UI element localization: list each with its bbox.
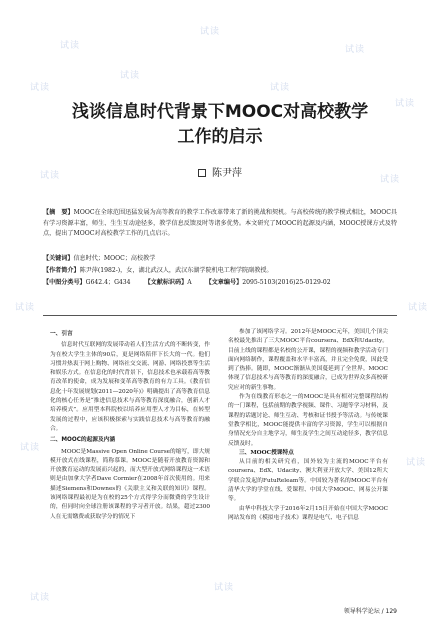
clc-label: 【中图分类号】 [43, 279, 86, 286]
paragraph: 从目前的相关研究看，国外较为主流的MOOC平台有coursera、EdX、Udacity、澳大利亚开放大学、美国12所大学联合发起的FutuReleam等。中国较为著名的MOOC平台有清华大学的学堂在线、爱课程、中国大学MOOC、网易公开课等。 [228, 459, 388, 503]
left-column [50, 328, 210, 522]
keywords [43, 254, 397, 264]
watermark-text: 试读 [270, 83, 291, 93]
article-title [30, 100, 410, 150]
author-name: 陈尹萍 [212, 168, 242, 179]
paragraph: MOOC是Massive Open Online Course的缩写，即大规模开放式在线课程，简称慕课。MOOC是随着开放教育资源和开放教育运动的发展而兴起的，而大型开放式网络课程这一术语则是由加拿大学者Dave Cormier在2008年首次使用的。用来描述Siemens和Downes的《关联主义和关联的知识》课程。该网络课程最初是为在校的25个方式得学分而微费的学生设计的，但同时向全球注册该课程的学习者开放。结果，超过2300人在无需缴费或获取学分的情况下 [50, 448, 210, 520]
title-line-2: 工作的启示 [177, 127, 263, 147]
keywords-text: 信息时代；MOOC；高校教学 [73, 255, 156, 262]
watermark-text: 试读 [395, 99, 416, 109]
right-column [228, 328, 388, 523]
author-intro-label: 【作者简介】 [43, 267, 80, 274]
page-footer: 领导科学论坛 / 129 [343, 608, 397, 615]
square-icon [198, 169, 206, 177]
watermark-text: 试读 [20, 443, 41, 453]
watermark-text: 试读 [30, 593, 51, 603]
section-heading-1: 一、引言 [50, 331, 73, 337]
watermark-text: 试读 [408, 303, 429, 313]
paragraph: 由华中科技大学于2016年2月15日开始在中国大学MOOC网站发布的《模拟电子技术》课程是电气、电子信息 [228, 505, 388, 521]
doc-code-value: A [187, 279, 192, 286]
watermark-text: 试读 [15, 303, 36, 313]
watermark-text: 试读 [120, 71, 141, 81]
author-intro [43, 266, 397, 276]
article-number-value: 2095-5103(2016)25-0129-02 [242, 279, 331, 286]
watermark-text: 试读 [60, 41, 81, 51]
abstract-text: MOOC在全球范围迅猛发展为高等教育的教学工作改革带来了新的挑战和契机。与高校传统的教学模式相比，MOOC具有学习资源丰富，师生、生生互动途径多，教学信息反馈及时等诸多优势。本文研究了MOOC的起源及内涵，MOOC授课方式及特点，提出了MOOC对高校教学工作的几点启示。 [43, 209, 397, 237]
paragraph: 作为在线教育形态之一的MOOC是具有相对完整课程结构的一门课程，包括前期的教学视频、课件、习题等学习材料，及课程的话题讨论、师生互动、考核和证书授予等活动。与传统课堂教学相比，MOOC能提供丰富的学习资源，学生可以根据自身情况充分自主地学习，师生及学生之间互动途径多，教学信息反馈及时。 [228, 394, 388, 447]
title-line-1: 浅谈信息时代背景下MOOC对高校教学 [71, 102, 369, 122]
section-heading-3: 三、MOOC授课特点 [239, 449, 294, 456]
watermark-text: 试读 [345, 45, 366, 55]
watermark-text: 试读 [380, 175, 401, 185]
watermark-text: 试读 [40, 171, 61, 181]
article-number-label: 【文章编号】 [205, 279, 243, 286]
paragraph: 参加了该网络学习。2012年是MOOC元年，美国几个顶尖名校最先推出了三大MOOC平台coursera、EdX和Udacity。目前上线的课程都是名校的公开课，课程的视频和教学活动专门面向网络制作，课程覆盖和水平丰富高，并且完全免费，因此受到了热捧。随即，MOOC渐渐从美国蔓延到了全世界。MOOC体现了信息技术与高等教育的深度融合，已成为世界众多高校研究应对的新生事物。 [228, 329, 388, 391]
paragraph: 信息时代互联网的发展带动着人们生活方式的不断转变，作为在校大学生主体的90后，更是网络陪伴下长大的一代。他们习惯并热衷于网上购物、网络社交交流、网游、网络投票等生活和娱乐方式。在信息化的时代背景下，信息技术也承载着高等教育改革的使命，成为发展和变革高等教育的有力工具。《教育信息化十年发展规划(2011—2020年)》明确提出了高等教育信息化的核心任务是“推进信息技术与高等教育深度融合，创新人才培养模式”。应用型本科院校以培养应用型人才为目标，在转型发展的过程中，应该积极探索与实践信息技术与高等教育的融合。 [50, 342, 210, 432]
watermark-text: 试读 [30, 83, 51, 93]
keywords-label: 【关键词】 [43, 255, 74, 262]
divider [43, 315, 397, 316]
watermark-text: 试读 [214, 583, 235, 593]
watermark-text: 试读 [406, 458, 427, 468]
author-intro-text: 陈尹萍(1982-)，女，湖北武汉人，武汉东湖学院机电工程学院副教授。 [79, 267, 273, 274]
watermark-text: 试读 [200, 27, 221, 37]
section-heading-2: 二、MOOC的起源及内涵 [50, 437, 116, 444]
clc-value: G642.4；G434 [85, 279, 131, 286]
classification-line [43, 278, 397, 288]
abstract-label: 【摘 要】 [43, 209, 74, 216]
author-line [0, 164, 440, 179]
abstract [43, 208, 397, 240]
doc-code-label: 【文献标识码】 [144, 279, 188, 286]
